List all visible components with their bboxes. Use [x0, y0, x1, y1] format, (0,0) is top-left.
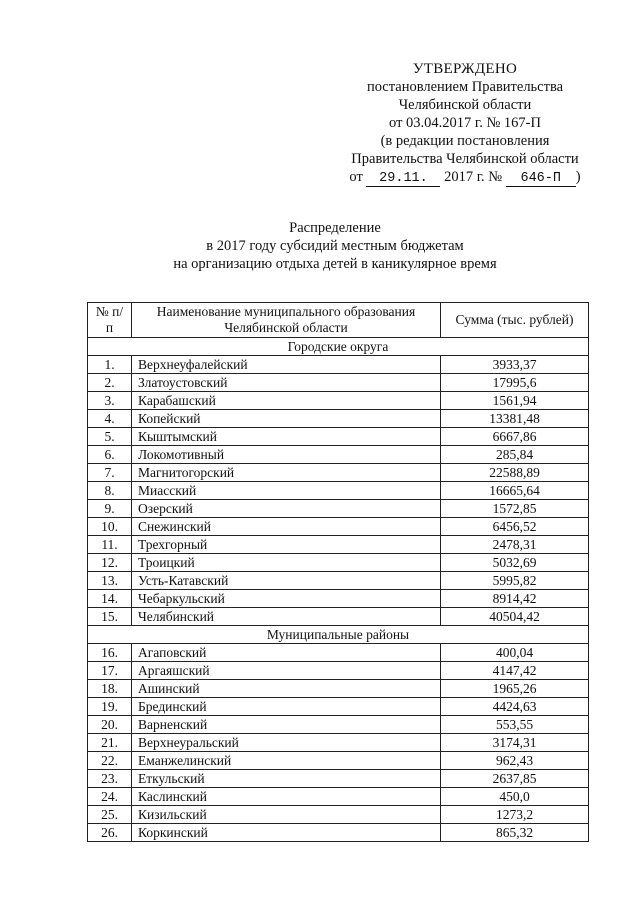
row-number: 23. [88, 770, 132, 788]
row-sum: 1273,2 [441, 806, 589, 824]
row-number: 11. [88, 536, 132, 554]
row-name: Чебаркульский [132, 590, 441, 608]
row-name: Аргаяшский [132, 662, 441, 680]
table-row [88, 734, 589, 752]
row-number: 7. [88, 464, 132, 482]
table-row [88, 608, 589, 626]
row-number: 19. [88, 698, 132, 716]
header-num: № п/п [88, 303, 132, 338]
row-name: Карабашский [132, 392, 441, 410]
amendment-line [330, 168, 600, 187]
row-sum: 2637,85 [441, 770, 589, 788]
table-row [88, 680, 589, 698]
title-line: в 2017 году субсидий местным бюджетам [206, 238, 464, 254]
row-number: 18. [88, 680, 132, 698]
row-name: Магнитогорский [132, 464, 441, 482]
row-number: 6. [88, 446, 132, 464]
row-name: Верхнеуфалейский [132, 356, 441, 374]
row-name: Златоустовский [132, 374, 441, 392]
row-name: Каслинский [132, 788, 441, 806]
title-line: на организацию отдыха детей в каникулярное время [173, 256, 497, 272]
approval-block [330, 60, 600, 187]
row-sum: 8914,42 [441, 590, 589, 608]
row-name: Усть-Катавский [132, 572, 441, 590]
row-sum: 400,04 [441, 644, 589, 662]
row-sum: 5032,69 [441, 554, 589, 572]
amendment-close: ) [575, 169, 581, 185]
header-sum: Сумма (тыс. рублей) [441, 303, 589, 338]
row-sum: 4147,42 [441, 662, 589, 680]
row-sum: 450,0 [441, 788, 589, 806]
approval-line: Правительства Челябинской области [351, 151, 579, 167]
row-name: Брединский [132, 698, 441, 716]
approval-line: Челябинской области [398, 97, 532, 113]
subsidy-table [87, 302, 589, 842]
amendment-number: 646-П [506, 171, 576, 187]
row-sum: 6667,86 [441, 428, 589, 446]
row-number: 25. [88, 806, 132, 824]
table-row [88, 806, 589, 824]
row-sum: 5995,82 [441, 572, 589, 590]
row-number: 3. [88, 392, 132, 410]
approval-heading: УТВЕРЖДЕНО [412, 61, 518, 77]
row-name: Кизильский [132, 806, 441, 824]
row-sum: 40504,42 [441, 608, 589, 626]
table-row [88, 428, 589, 446]
row-sum: 553,55 [441, 716, 589, 734]
table-row [88, 662, 589, 680]
amendment-prefix: от [349, 169, 363, 185]
row-name: Варненский [132, 716, 441, 734]
table-row [88, 500, 589, 518]
table-header-row [88, 303, 589, 338]
table-row [88, 716, 589, 734]
table-row [88, 356, 589, 374]
row-sum: 2478,31 [441, 536, 589, 554]
row-number: 17. [88, 662, 132, 680]
row-number: 8. [88, 482, 132, 500]
row-sum: 17995,6 [441, 374, 589, 392]
table-row [88, 752, 589, 770]
table-row [88, 770, 589, 788]
row-number: 21. [88, 734, 132, 752]
table-row [88, 824, 589, 842]
row-sum: 962,43 [441, 752, 589, 770]
document-title [100, 219, 570, 273]
row-name: Ашинский [132, 680, 441, 698]
table-row [88, 464, 589, 482]
row-number: 14. [88, 590, 132, 608]
table-row [88, 554, 589, 572]
row-name: Миасский [132, 482, 441, 500]
row-sum: 285,84 [441, 446, 589, 464]
row-number: 16. [88, 644, 132, 662]
row-sum: 13381,48 [441, 410, 589, 428]
row-sum: 16665,64 [441, 482, 589, 500]
row-number: 4. [88, 410, 132, 428]
row-number: 15. [88, 608, 132, 626]
row-number: 10. [88, 518, 132, 536]
table-row [88, 482, 589, 500]
amendment-date: 29.11. [366, 171, 440, 187]
table-row [88, 644, 589, 662]
row-sum: 1965,26 [441, 680, 589, 698]
table-row [88, 590, 589, 608]
row-number: 22. [88, 752, 132, 770]
row-name: Копейский [132, 410, 441, 428]
row-number: 20. [88, 716, 132, 734]
table-row [88, 374, 589, 392]
row-sum: 6456,52 [441, 518, 589, 536]
row-sum: 3933,37 [441, 356, 589, 374]
row-name: Озерский [132, 500, 441, 518]
approval-line: (в редакции постановления [380, 133, 550, 149]
row-name: Коркинский [132, 824, 441, 842]
table-row [88, 698, 589, 716]
row-number: 2. [88, 374, 132, 392]
table-row [88, 410, 589, 428]
row-sum: 1561,94 [441, 392, 589, 410]
approval-line: от 03.04.2017 г. № 167-П [389, 115, 541, 131]
row-number: 9. [88, 500, 132, 518]
row-name: Верхнеуральский [132, 734, 441, 752]
row-number: 1. [88, 356, 132, 374]
row-number: 5. [88, 428, 132, 446]
row-sum: 4424,63 [441, 698, 589, 716]
row-name: Трехгорный [132, 536, 441, 554]
row-name: Локомотивный [132, 446, 441, 464]
title-line: Распределение [289, 220, 381, 236]
row-sum: 22588,89 [441, 464, 589, 482]
row-name: Агаповский [132, 644, 441, 662]
header-name: Наименование муниципального образования Челябинской области [132, 303, 441, 338]
row-name: Еманжелинский [132, 752, 441, 770]
section-row [88, 626, 589, 644]
section-title: Городские округа [88, 338, 589, 356]
row-number: 26. [88, 824, 132, 842]
table-row [88, 536, 589, 554]
approval-line: постановлением Правительства [366, 79, 564, 95]
row-name: Челябинский [132, 608, 441, 626]
table-row [88, 446, 589, 464]
table-row [88, 518, 589, 536]
row-sum: 3174,31 [441, 734, 589, 752]
row-sum: 865,32 [441, 824, 589, 842]
amendment-year: 2017 г. № [444, 169, 503, 185]
row-name: Троицкий [132, 554, 441, 572]
row-number: 12. [88, 554, 132, 572]
row-number: 13. [88, 572, 132, 590]
row-name: Кыштымский [132, 428, 441, 446]
table-row [88, 572, 589, 590]
section-row [88, 338, 589, 356]
row-name: Снежинский [132, 518, 441, 536]
table-body [88, 338, 589, 842]
table-row [88, 788, 589, 806]
row-number: 24. [88, 788, 132, 806]
table-row [88, 392, 589, 410]
row-sum: 1572,85 [441, 500, 589, 518]
section-title: Муниципальные районы [88, 626, 589, 644]
row-name: Еткульский [132, 770, 441, 788]
